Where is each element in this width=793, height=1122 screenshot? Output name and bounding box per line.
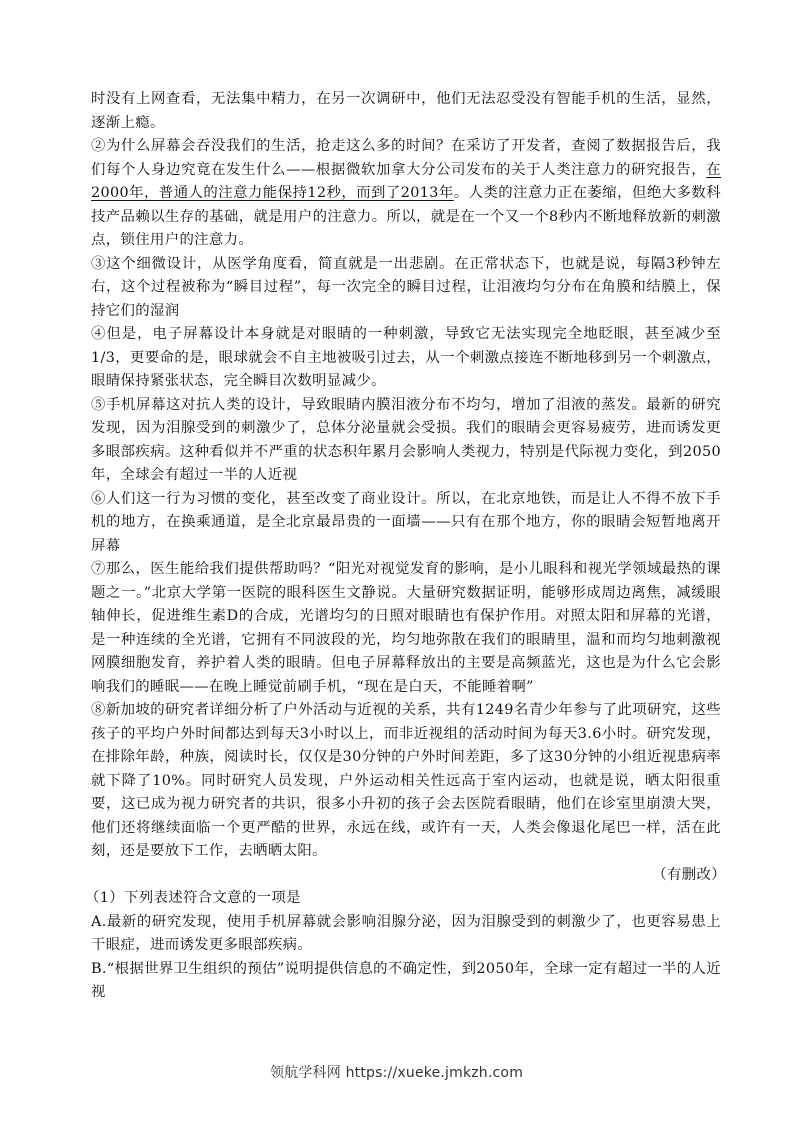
- paragraph-text: ④但是，电子屏幕设计本身就是对眼睛的一种刺激，导致它无法实现完全地眨眼，甚至减少至1/3，更要命的是，眼球就会不自主地被吸引过去，从一个刺激点接连不断地移到另一个刺激点，眼睛保持紧张状态，完全瞬目次数明显减少。: [91, 326, 721, 389]
- paragraph-6: [91, 488, 721, 559]
- paragraph-8: [91, 699, 721, 864]
- option-a: A.最新的研究发现，使用手机屏幕就会影响泪腺分泌，因为泪腺受到的刺激少了，也更容易患上干眼症，进而诱发更多眼部疾病。: [91, 913, 721, 953]
- paragraph-2: [91, 135, 721, 253]
- question-stem: （1）下列表述符合文意的一项是: [85, 890, 301, 906]
- paragraph-7: [91, 558, 721, 699]
- paragraph-text: ⑤手机屏幕这对抗人类的设计，导致眼睛内膜泪液分布不均匀，增加了泪液的蒸发。最新的研究发现，因为泪腺受到的刺激少了，总体分泌量就会受损。我们的眼睛会更容易疲劳，进而诱发更多眼部疾病。这种看似并不严重的状态积年累月会影响人类视力，特别是代际视力变化，到2050年，全球会有超过一半的人近视: [91, 396, 721, 483]
- paragraph-text: ②为什么屏幕会吞没我们的生活，抢走这么多的时间？在采访了开发者，查阅了数据报告后，我们每个人身边究竟在发生什么——根据微软加拿大分公司发布的关于人类注意力的研究报告，: [91, 138, 721, 178]
- edit-note: （有删改）: [652, 866, 726, 883]
- paragraph-3: [91, 253, 721, 324]
- article-body: [85, 88, 726, 1005]
- paragraph-5: [91, 394, 721, 488]
- paragraph-text: ③这个细微设计，从医学角度看，简直就是一出悲剧。在正常状态下，也就是说，每隔3秒钟左右，这个过程被称为“瞬目过程”，每一次完全的瞬目过程，让泪液均匀分布在角膜和结膜上，保持它们的湿润: [91, 255, 721, 319]
- paragraph-text: ⑧新加坡的研究者详细分析了户外活动与近视的关系，共有1249名青少年参与了此项研究，这些孩子的平均户外时间都达到每天3小时以上，而非近视组的活动时间为每天3.6小时。研究发现，在排除年龄，种族，阅读时长，仅仅是30分钟的户外时间差距，多了这30分钟的小组近视患病率就下降了10%。同时研究人员发现，户外运动相关性远高于室内运动，也就是说，晒太阳很重要，这已成为视力研究者的共识，很多小升初的孩子会去医院看眼睛，他们在诊室里崩溃大哭，他们还将继续面临一个更严酷的世界，永远在线，或许有一天，人类会像退化尾巴一样，活在此刻，还是要放下工作，去晒晒太阳。: [91, 702, 721, 859]
- paragraph-4: [91, 323, 721, 394]
- page-footer: 领航学科网 https://xueke.jmkzh.com: [269, 1065, 524, 1081]
- paragraph-text: ⑥人们这一行为习惯的变化，甚至改变了商业设计。所以，在北京地铁，而是让人不得不放下手机的地方，在换乘通道，是全北京最昂贵的一面墙——只有在那个地方，你的眼睛会短暂地离开屏幕: [91, 490, 721, 554]
- paragraph-text: ⑦那么，医生能给我们提供帮助吗？“阳光对视觉发育的影响，是小儿眼科和视光学领域最热的课题之一。”北京大学第一医院的眼科医生文静说。大量研究数据证明，能够形成周边离焦，减缓眼轴伸长，促进维生素D的合成，光谱均匀的日照对眼睛也有保护作用。对照太阳和屏幕的光谱，是一种连续的全光谱，它拥有不同波段的光，均匀地弥散在我们的眼睛里，温和而均匀地刺激视网膜细胞发育，养护着人类的眼睛。但电子屏幕释放出的主要是高频蓝光，这也是为什么它会影响我们的睡眠——在晚上睡觉前刷手机，“现在是白天，不能睡着啊”: [91, 561, 721, 695]
- option-b: B.“根据世界卫生组织的预估”说明提供信息的不确定性，到2050年，全球一定有超过一半的人近视: [91, 960, 721, 1000]
- paragraph-text: 时没有上网查看，无法集中精力，在另一次调研中，他们无法忍受没有智能手机的生活，显然，逐渐上瘾。: [91, 91, 721, 131]
- underlined-text: 在2000年，普通人的注意力能保持12秒，而到了2013年: [91, 161, 721, 201]
- paragraph-text: 。人类的注意力正在萎缩，但绝大多数科技产品赖以生存的基础，就是用户的注意力。所以，就是在一个又一个8秒内不断地释放新的刺激点，锁住用户的注意力。: [91, 185, 721, 248]
- paragraph-continued: [91, 88, 721, 135]
